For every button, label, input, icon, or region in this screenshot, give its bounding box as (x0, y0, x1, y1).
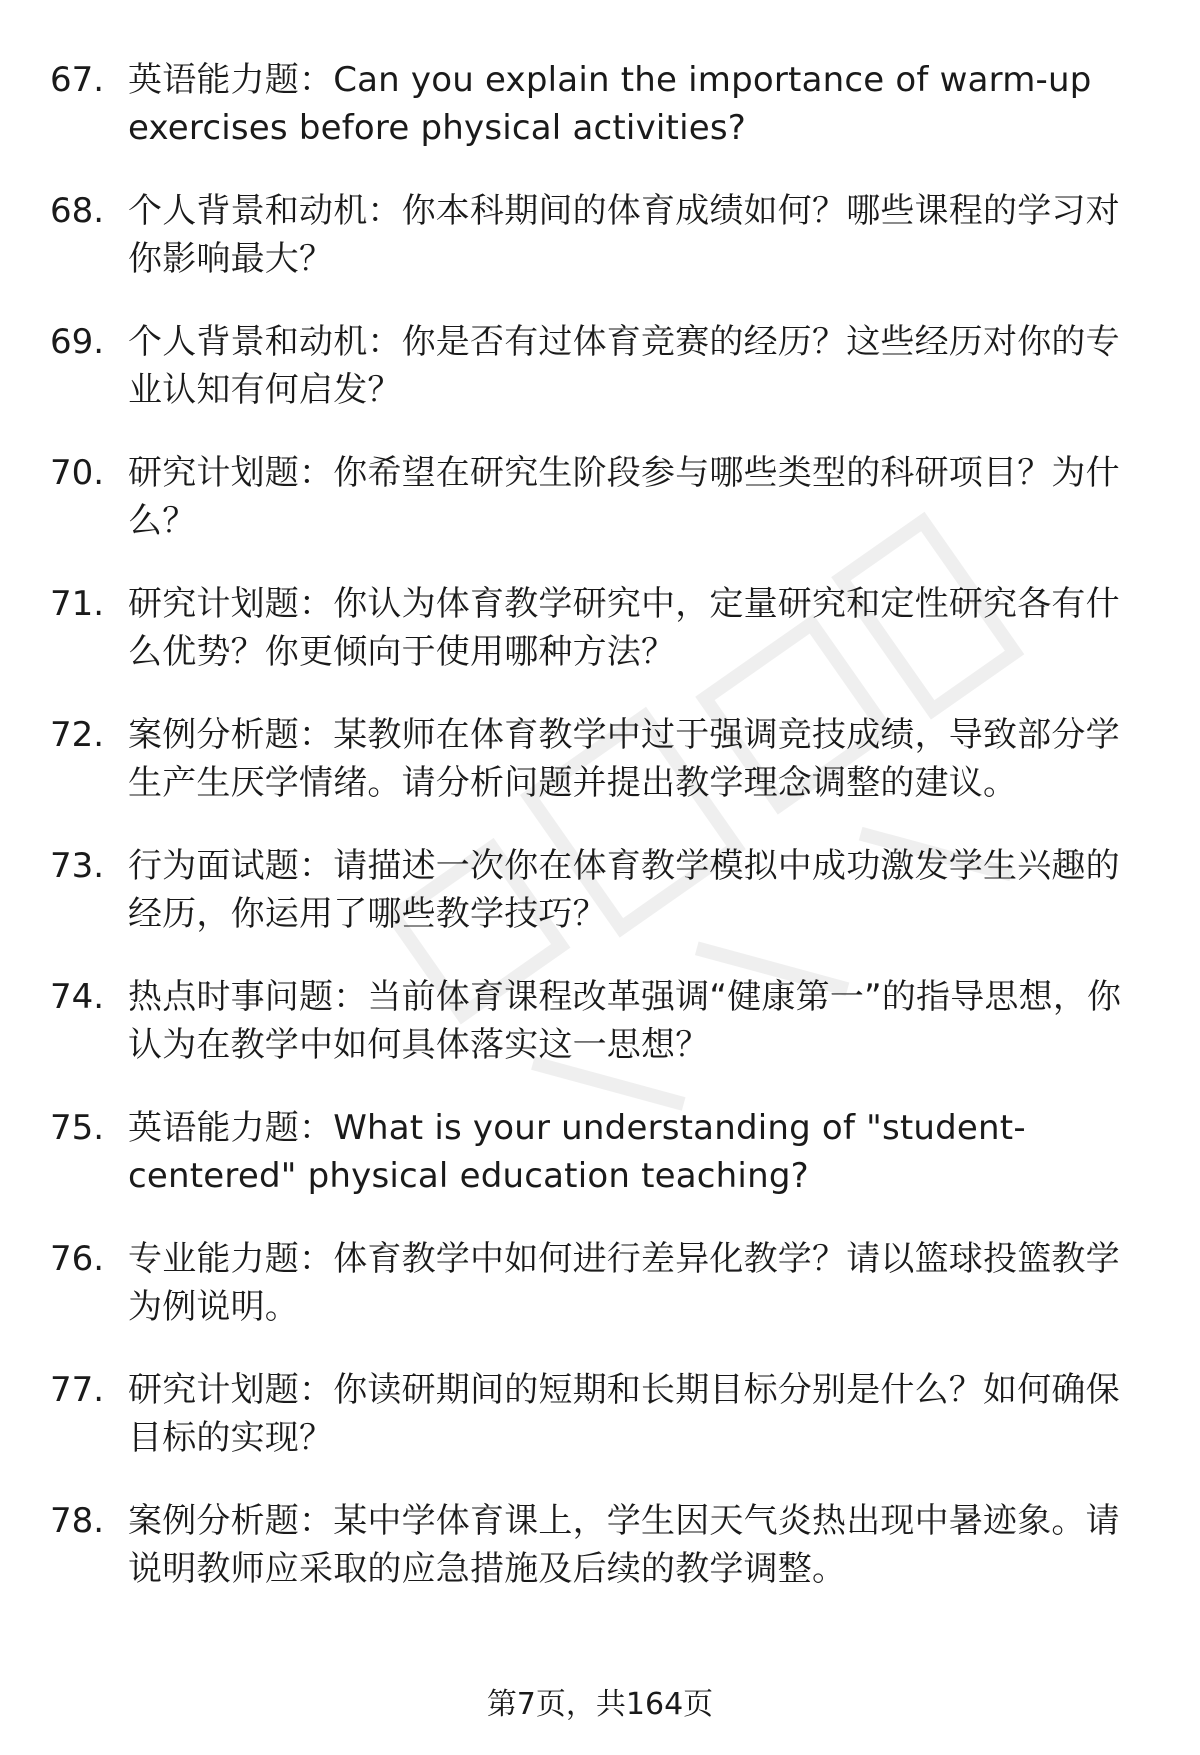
question-number: 67. (50, 60, 105, 100)
question-item (0, 973, 1200, 1104)
question-text: 热点时事问题：当前体育课程改革强调“健康第一”的指导思想，你认为在教学中如何具体落实这一思想？ (128, 977, 1122, 1065)
question-text: 研究计划题：你希望在研究生阶段参与哪些类型的科研项目？为什么？ (128, 453, 1120, 541)
question-item (0, 318, 1200, 449)
page-footer (0, 1685, 1200, 1725)
question-text: 英语能力题：Can you explain the importance of warm-up exercises before physical activities? (128, 60, 1092, 148)
question-item (0, 711, 1200, 842)
question-number: 71. (50, 584, 105, 624)
question-number: 73. (50, 846, 105, 886)
question-text: 个人背景和动机：你是否有过体育竞赛的经历？这些经历对你的专业认知有何启发？ (128, 322, 1120, 410)
question-number: 72. (50, 715, 105, 755)
question-number: 77. (50, 1370, 105, 1410)
question-item (0, 1104, 1200, 1235)
question-item (0, 56, 1200, 187)
question-text: 研究计划题：你读研期间的短期和长期目标分别是什么？如何确保目标的实现？ (128, 1370, 1120, 1458)
question-number: 78. (50, 1501, 105, 1541)
question-number: 74. (50, 977, 105, 1017)
question-text: 英语能力题：What is your understanding of "student-centered" physical education teaching? (128, 1108, 1026, 1196)
question-text: 行为面试题：请描述一次你在体育教学模拟中成功激发学生兴趣的经历，你运用了哪些教学技巧？ (128, 846, 1120, 934)
question-number: 70. (50, 453, 105, 493)
question-item (0, 580, 1200, 711)
question-text: 案例分析题：某中学体育课上，学生因天气炎热出现中暑迹象。请说明教师应采取的应急措施及后续的教学调整。 (128, 1501, 1120, 1589)
question-item (0, 1497, 1200, 1628)
question-list (0, 56, 1200, 1628)
question-number: 76. (50, 1239, 105, 1279)
question-text: 个人背景和动机：你本科期间的体育成绩如何？哪些课程的学习对你影响最大？ (128, 191, 1120, 279)
question-item (0, 1366, 1200, 1497)
question-text: 专业能力题：体育教学中如何进行差异化教学？请以篮球投篮教学为例说明。 (128, 1239, 1120, 1327)
question-item (0, 449, 1200, 580)
question-item (0, 842, 1200, 973)
question-text: 案例分析题：某教师在体育教学中过于强调竞技成绩，导致部分学生产生厌学情绪。请分析问题并提出教学理念调整的建议。 (128, 715, 1120, 803)
question-number: 69. (50, 322, 105, 362)
page-number-label: 第7页，共164页 (486, 1687, 714, 1722)
question-text: 研究计划题：你认为体育教学研究中，定量研究和定性研究各有什么优势？你更倾向于使用哪种方法？ (128, 584, 1120, 672)
question-number: 68. (50, 191, 105, 231)
question-number: 75. (50, 1108, 105, 1148)
question-item (0, 1235, 1200, 1366)
question-item (0, 187, 1200, 318)
